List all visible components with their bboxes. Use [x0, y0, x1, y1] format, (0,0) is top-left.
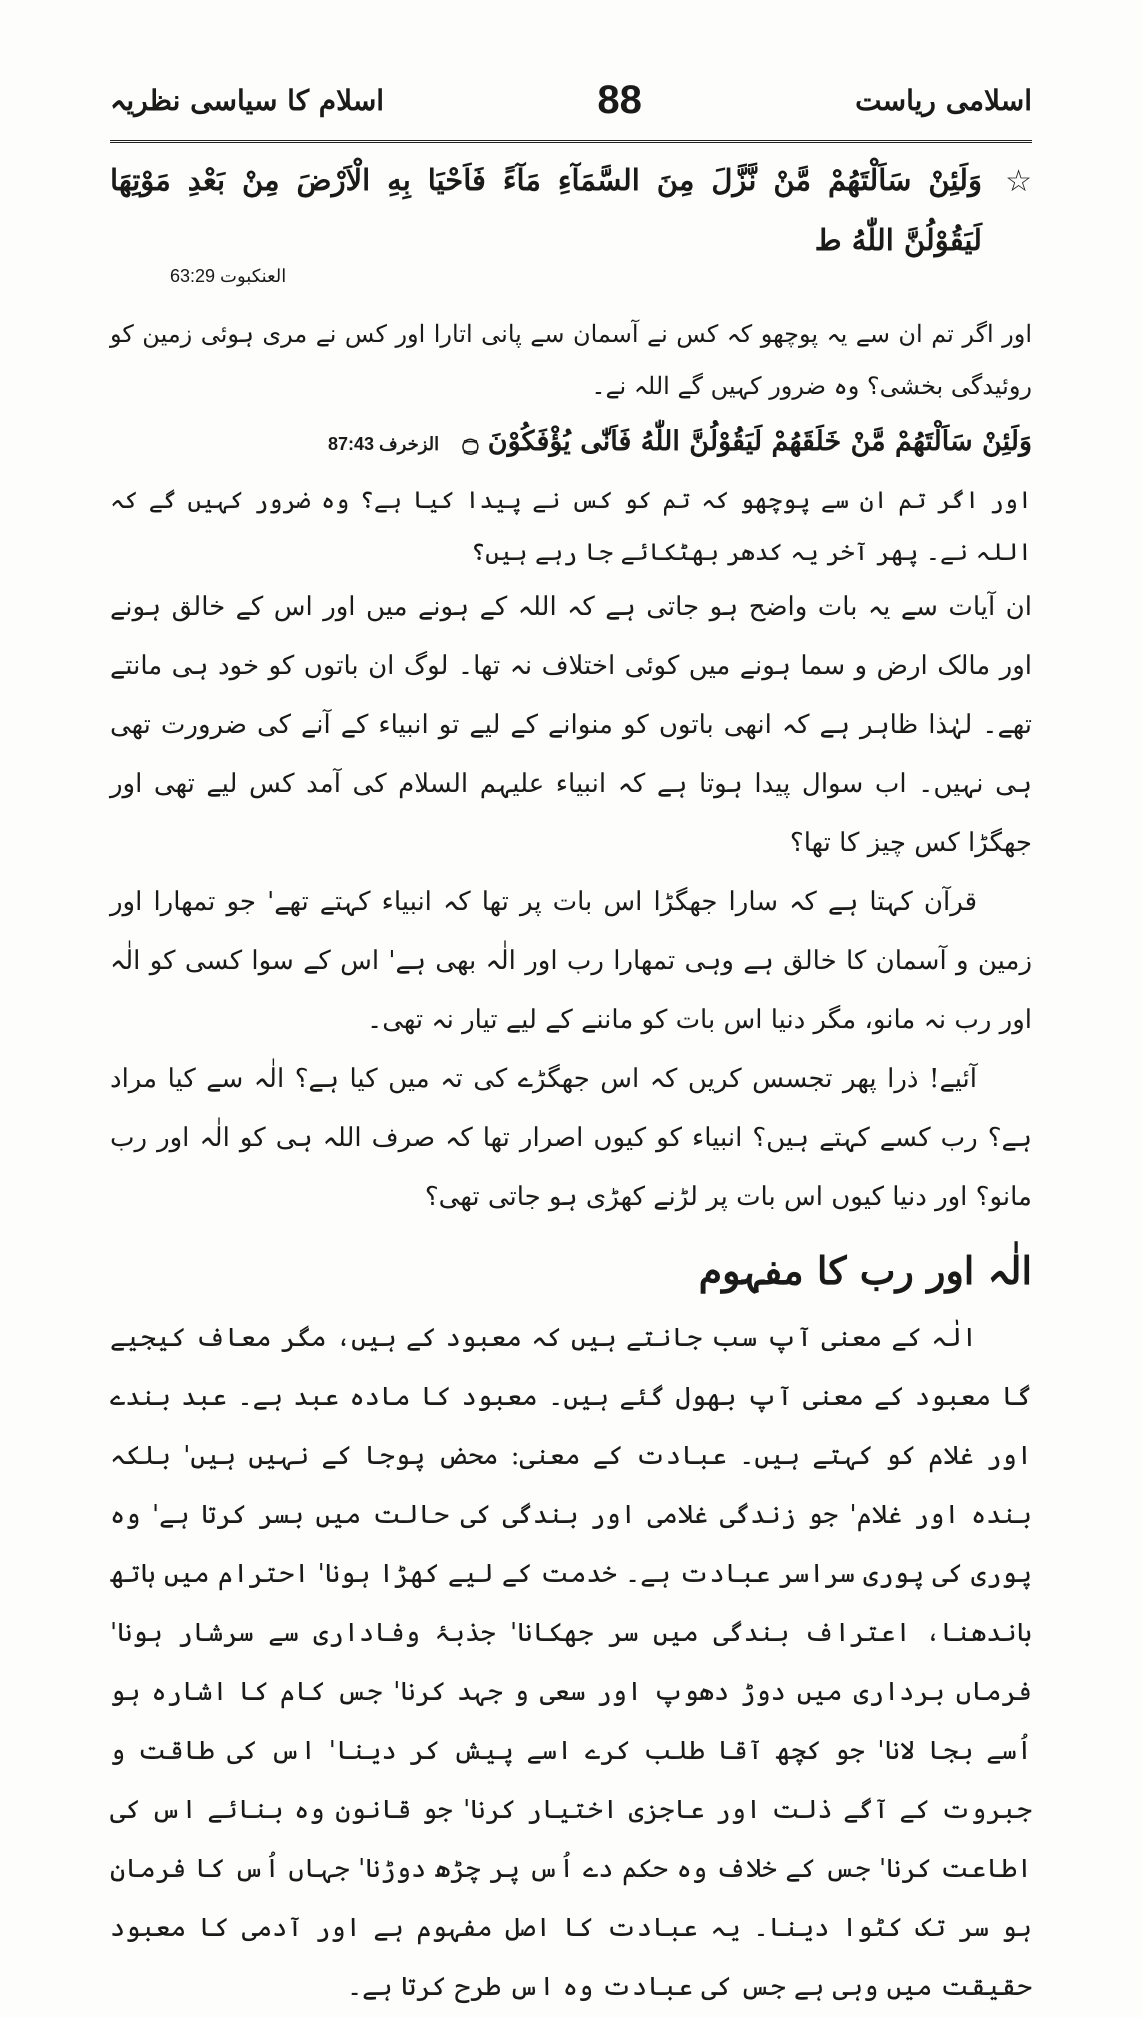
running-head — [110, 70, 1032, 130]
quran-verse-1 — [110, 150, 1032, 270]
verse-1-reference: العنکبوت 63:29 — [170, 266, 287, 286]
paragraph-2: قرآن کہتا ہے کہ سارا جھگڑا اس بات پر تھا کہ انبیاء کہتے تھے' جو تمھارا اور زمین و آسمان کا خالق ہے وہی تمھارا رب اور الٰہ بھی ہے' اس کے سوا کسی کو الٰہ اور رب نہ مانو، مگر دنیا اس بات کو ماننے کے لیے تیار نہ تھی۔ — [110, 887, 1032, 1035]
verse-1-arabic: وَلَئِنْ سَاَلْتَهُمْ مَّنْ نَّزَّلَ مِنَ السَّمَآءِ مَآءً فَاَحْيَا بِهِ الْاَرْضَ مِنْ بَعْدِ مَوْتِهَا لَيَقُوْلُنَّ اللّٰهُ ط — [110, 163, 982, 257]
verse-1-reference-line — [110, 266, 1032, 302]
page-body — [110, 150, 1032, 2017]
paragraph-3: آئیے! ذرا پھر تجسس کریں کہ اس جھگڑے کی تہ میں کیا ہے؟ الٰہ سے کیا مراد ہے؟ رب کسے کہتے ہیں؟ انبیاء کو کیوں اصرار تھا کہ صرف اللہ ہی کو الٰہ اور رب مانو؟ اور دنیا کیوں اس بات پر لڑنے کھڑی ہو جاتی تھی؟ — [110, 1064, 1032, 1212]
header-rule — [110, 140, 1032, 143]
book-title: اسلام کا سیاسی نظریہ — [110, 83, 385, 117]
quran-verse-2 — [110, 416, 1032, 470]
translation-1: اور اگر تم ان سے یہ پوچھو کہ کس نے آسمان سے پانی اتارا اور کس نے مری ہوئی زمین کو روئیدگی بخشی؟ وہ ضرور کہیں گے اللہ نے۔ — [110, 320, 1032, 400]
section-paragraph: الٰہ کے معنی آپ سب جانتے ہیں کہ معبود کے ہیں، مگر معاف کیجیے گا معبود کے معنی آپ بھول گئے ہیں۔ معبود کا مادہ عبد ہے۔ عبد بندے اور غلام کو کہتے ہیں۔ عبادت کے معنی: محض پوجا کے نہیں ہیں' بلکہ بندہ اور غلام' جو زندگی غلامی اور بندگی کی حالت میں بسر کرتا ہے' وہ پوری کی پوری سراسر عبادت ہے۔ خدمت کے لیے کھڑا ہونا' احترام میں ہاتھ باندھنا، اعتراف بندگی میں سر جھکانا' جذبۂ وفاداری سے سرشار ہونا' فرماں برداری میں دوڑ دھوپ اور سعی و جہد کرنا' جس کام کا اشارہ ہو اُسے بجا لانا' جو کچھ آقا طلب کرے اسے پیش کر دینا' اس کی طاقت و جبروت کے آگے ذلت اور عاجزی اختیار کرنا' جو قانون وہ بنائے اس کی اطاعت کرنا' جس کے خلاف وہ حکم دے اُس پر چڑھ دوڑنا' جہاں اُس کا فرمان ہو سر تک کٹوا دینا۔ یہ عبادت کا اصل مفہوم ہے اور آدمی کا معبود حقیقت میں وہی ہے جس کی عبادت وہ اس طرح کرتا ہے۔ — [109, 1323, 1032, 2002]
translation-2: اور اگر تم ان سے پوچھو کہ تم کو کس نے پیدا کیا ہے؟ وہ ضرور کہیں گے کہ اللہ نے۔ پھر آخر یہ کدھر بھٹکائے جا رہے ہیں؟ — [110, 486, 1032, 566]
page-number: 88 — [597, 77, 642, 122]
paragraph-1: ان آیات سے یہ بات واضح ہو جاتی ہے کہ اللہ کے ہونے میں اور اس کے خالق ہونے اور مالک ارض و سما ہونے میں کوئی اختلاف نہ تھا۔ لوگ ان باتوں کو خود ہی مانتے تھے۔ لہٰذا ظاہر ہے کہ انھی باتوں کو منوانے کے لیے تو انبیاء کے آنے کی ضرورت تھی ہی نہیں۔ اب سوال پیدا ہوتا ہے کہ انبیاء علیہم السلام کی آمد کس لیے تھی اور جھگڑا کس چیز کا تھا؟ — [110, 592, 1032, 858]
star-icon: ☆ — [1005, 164, 1032, 199]
verse-2-arabic: وَلَئِنْ سَاَلْتَهُمْ مَّنْ خَلَقَهُمْ لَيَقُوْلُنَّ اللّٰهُ فَاَنّٰى يُؤْفَكُوْنَ ۝ — [462, 426, 1032, 457]
verse-2-reference: الزخرف 87:43 — [327, 434, 440, 454]
chapter-title: اسلامی ریاست — [855, 83, 1032, 117]
section-heading: الٰہ اور رب کا مفہوم — [698, 1248, 1032, 1293]
